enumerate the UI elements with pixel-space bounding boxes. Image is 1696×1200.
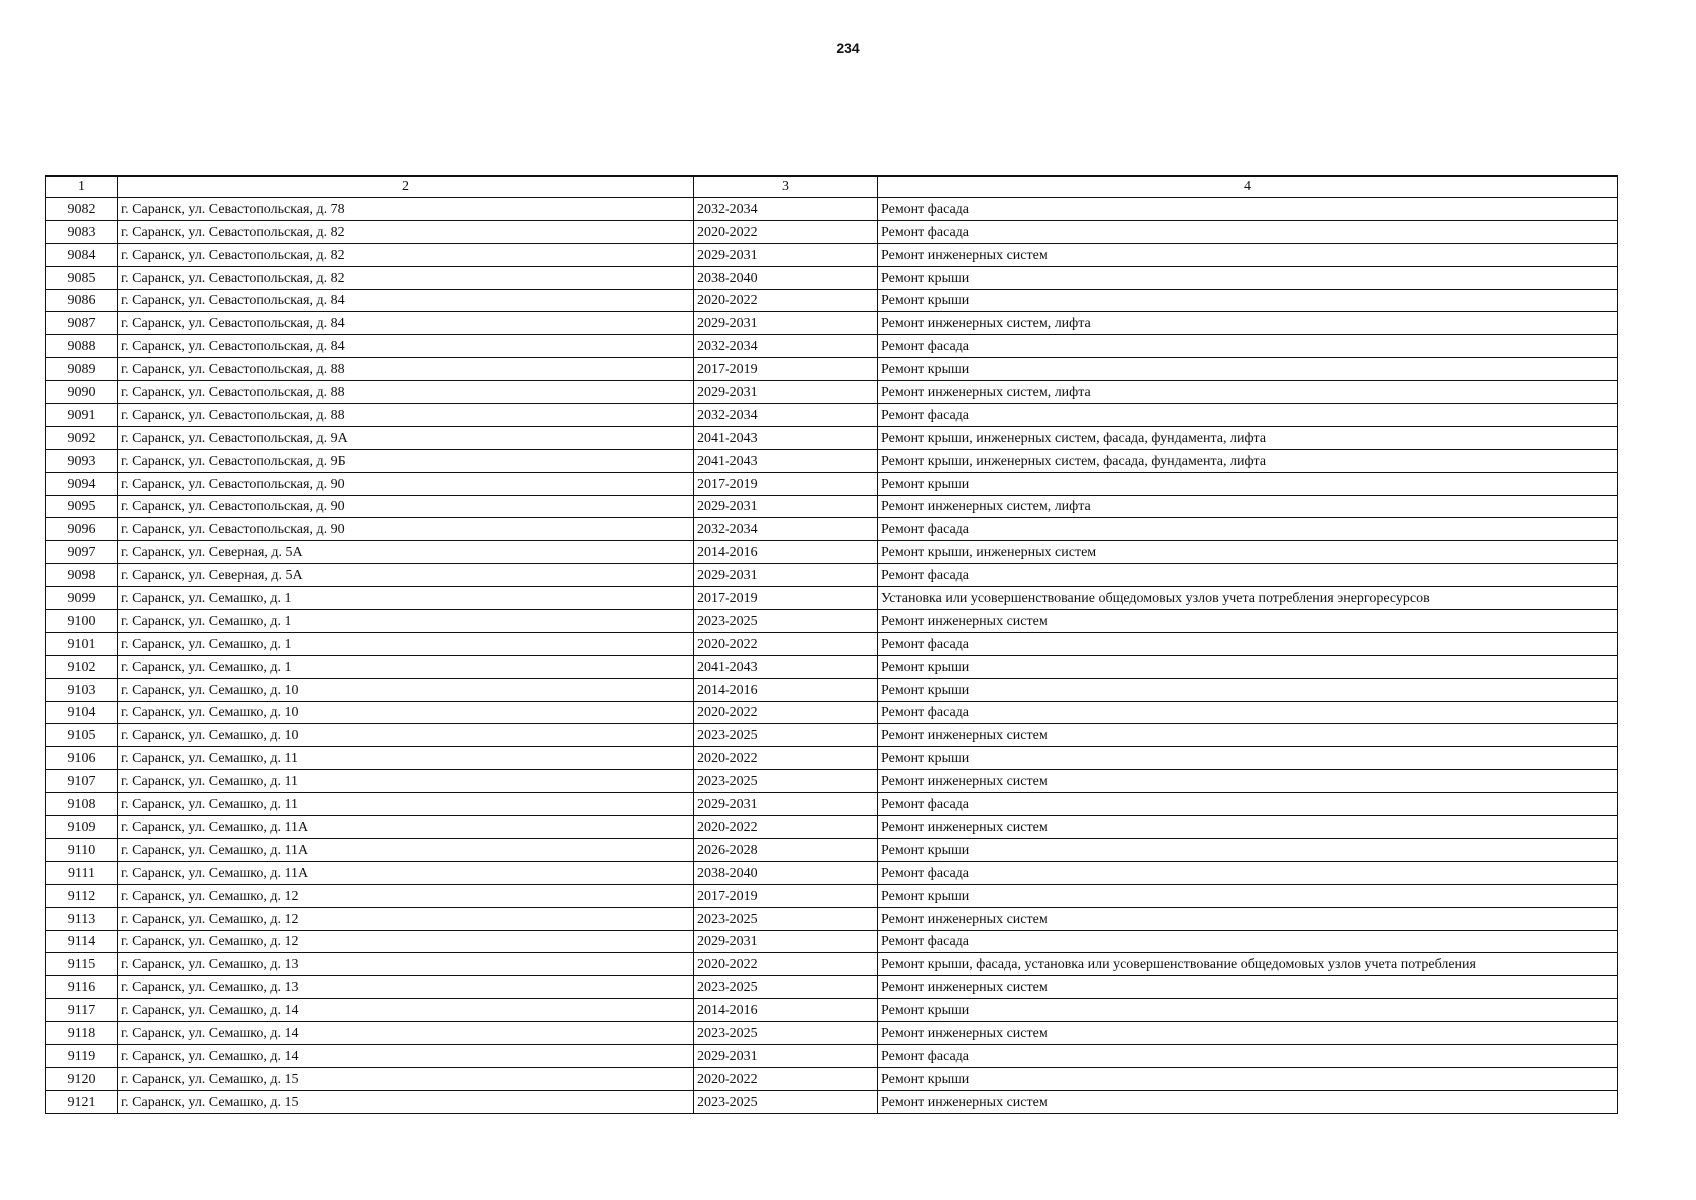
table-row: [46, 220, 1618, 243]
work-type-cell: Установка или усовершенствование общедомовых узлов учета потребления энергоресурсов: [878, 587, 1618, 610]
table-row: [46, 724, 1618, 747]
table-row: [46, 632, 1618, 655]
row-number-cell: 9104: [46, 701, 118, 724]
table-row: [46, 266, 1618, 289]
capital-repair-table: [45, 175, 1618, 1114]
work-type-cell: Ремонт инженерных систем: [878, 907, 1618, 930]
period-cell: 2041-2043: [694, 655, 878, 678]
period-cell: 2029-2031: [694, 243, 878, 266]
period-cell: 2017-2019: [694, 358, 878, 381]
table-row: [46, 381, 1618, 404]
work-type-cell: Ремонт фасада: [878, 632, 1618, 655]
work-type-cell: Ремонт фасада: [878, 861, 1618, 884]
table-row: [46, 793, 1618, 816]
work-type-cell: Ремонт инженерных систем, лифта: [878, 381, 1618, 404]
work-type-cell: Ремонт инженерных систем: [878, 243, 1618, 266]
table-row: [46, 472, 1618, 495]
table-row: [46, 678, 1618, 701]
row-number-cell: 9120: [46, 1067, 118, 1090]
table-row: [46, 930, 1618, 953]
address-cell: г. Саранск, ул. Севастопольская, д. 82: [118, 243, 694, 266]
row-number-cell: 9117: [46, 999, 118, 1022]
row-number-cell: 9083: [46, 220, 118, 243]
address-cell: г. Саранск, ул. Семашко, д. 12: [118, 884, 694, 907]
work-type-cell: Ремонт крыши: [878, 678, 1618, 701]
column-header-1: 1: [46, 176, 118, 198]
address-cell: г. Саранск, ул. Севастопольская, д. 9А: [118, 426, 694, 449]
row-number-cell: 9098: [46, 564, 118, 587]
work-type-cell: Ремонт инженерных систем: [878, 816, 1618, 839]
row-number-cell: 9089: [46, 358, 118, 381]
table-row: [46, 701, 1618, 724]
period-cell: 2023-2025: [694, 1022, 878, 1045]
row-number-cell: 9119: [46, 1044, 118, 1067]
period-cell: 2029-2031: [694, 495, 878, 518]
period-cell: 2029-2031: [694, 1044, 878, 1067]
address-cell: г. Саранск, ул. Семашко, д. 13: [118, 953, 694, 976]
period-cell: 2026-2028: [694, 838, 878, 861]
row-number-cell: 9106: [46, 747, 118, 770]
row-number-cell: 9107: [46, 770, 118, 793]
row-number-cell: 9091: [46, 404, 118, 427]
row-number-cell: 9114: [46, 930, 118, 953]
work-type-cell: Ремонт крыши: [878, 266, 1618, 289]
address-cell: г. Саранск, ул. Севастопольская, д. 78: [118, 198, 694, 221]
table-row: [46, 610, 1618, 633]
period-cell: 2014-2016: [694, 541, 878, 564]
table-row: [46, 907, 1618, 930]
address-cell: г. Саранск, ул. Семашко, д. 10: [118, 724, 694, 747]
table-row: [46, 655, 1618, 678]
address-cell: г. Саранск, ул. Севастопольская, д. 84: [118, 335, 694, 358]
period-cell: 2017-2019: [694, 884, 878, 907]
work-type-cell: Ремонт фасада: [878, 930, 1618, 953]
row-number-cell: 9109: [46, 816, 118, 839]
period-cell: 2038-2040: [694, 861, 878, 884]
work-type-cell: Ремонт инженерных систем: [878, 1022, 1618, 1045]
work-type-cell: Ремонт крыши: [878, 1067, 1618, 1090]
address-cell: г. Саранск, ул. Севастопольская, д. 90: [118, 518, 694, 541]
work-type-cell: Ремонт крыши, инженерных систем: [878, 541, 1618, 564]
table-row: [46, 449, 1618, 472]
table-row: [46, 770, 1618, 793]
period-cell: 2023-2025: [694, 610, 878, 633]
row-number-cell: 9116: [46, 976, 118, 999]
work-type-cell: Ремонт инженерных систем, лифта: [878, 495, 1618, 518]
period-cell: 2014-2016: [694, 999, 878, 1022]
column-header-4: 4: [878, 176, 1618, 198]
row-number-cell: 9113: [46, 907, 118, 930]
period-cell: 2017-2019: [694, 587, 878, 610]
row-number-cell: 9102: [46, 655, 118, 678]
row-number-cell: 9093: [46, 449, 118, 472]
period-cell: 2020-2022: [694, 816, 878, 839]
work-type-cell: Ремонт фасада: [878, 1044, 1618, 1067]
work-type-cell: Ремонт крыши: [878, 472, 1618, 495]
row-number-cell: 9100: [46, 610, 118, 633]
row-number-cell: 9082: [46, 198, 118, 221]
table-row: [46, 358, 1618, 381]
work-type-cell: Ремонт крыши: [878, 884, 1618, 907]
period-cell: 2032-2034: [694, 335, 878, 358]
row-number-cell: 9085: [46, 266, 118, 289]
table-row: [46, 1090, 1618, 1113]
work-type-cell: Ремонт фасада: [878, 220, 1618, 243]
address-cell: г. Саранск, ул. Семашко, д. 13: [118, 976, 694, 999]
period-cell: 2023-2025: [694, 976, 878, 999]
period-cell: 2029-2031: [694, 564, 878, 587]
row-number-cell: 9118: [46, 1022, 118, 1045]
row-number-cell: 9088: [46, 335, 118, 358]
work-type-cell: Ремонт фасада: [878, 198, 1618, 221]
address-cell: г. Саранск, ул. Северная, д. 5А: [118, 541, 694, 564]
row-number-cell: 9095: [46, 495, 118, 518]
address-cell: г. Саранск, ул. Северная, д. 5А: [118, 564, 694, 587]
period-cell: 2014-2016: [694, 678, 878, 701]
table-row: [46, 289, 1618, 312]
table-row: [46, 1022, 1618, 1045]
table-row: [46, 976, 1618, 999]
row-number-cell: 9097: [46, 541, 118, 564]
address-cell: г. Саранск, ул. Севастопольская, д. 84: [118, 289, 694, 312]
table-row: [46, 335, 1618, 358]
table-row: [46, 747, 1618, 770]
address-cell: г. Саранск, ул. Семашко, д. 11: [118, 770, 694, 793]
address-cell: г. Саранск, ул. Севастопольская, д. 88: [118, 358, 694, 381]
row-number-cell: 9110: [46, 838, 118, 861]
work-type-cell: Ремонт крыши: [878, 655, 1618, 678]
table-row: [46, 816, 1618, 839]
period-cell: 2041-2043: [694, 449, 878, 472]
address-cell: г. Саранск, ул. Севастопольская, д. 84: [118, 312, 694, 335]
table-header-row: [46, 176, 1618, 198]
row-number-cell: 9086: [46, 289, 118, 312]
work-type-cell: Ремонт фасада: [878, 335, 1618, 358]
period-cell: 2029-2031: [694, 312, 878, 335]
table-row: [46, 564, 1618, 587]
address-cell: г. Саранск, ул. Семашко, д. 11: [118, 747, 694, 770]
address-cell: г. Саранск, ул. Семашко, д. 10: [118, 701, 694, 724]
row-number-cell: 9096: [46, 518, 118, 541]
address-cell: г. Саранск, ул. Севастопольская, д. 90: [118, 472, 694, 495]
address-cell: г. Саранск, ул. Севастопольская, д. 82: [118, 220, 694, 243]
address-cell: г. Саранск, ул. Севастопольская, д. 90: [118, 495, 694, 518]
address-cell: г. Саранск, ул. Семашко, д. 1: [118, 610, 694, 633]
address-cell: г. Саранск, ул. Севастопольская, д. 9Б: [118, 449, 694, 472]
address-cell: г. Саранск, ул. Семашко, д. 11А: [118, 861, 694, 884]
period-cell: 2041-2043: [694, 426, 878, 449]
address-cell: г. Саранск, ул. Семашко, д. 11А: [118, 838, 694, 861]
row-number-cell: 9099: [46, 587, 118, 610]
address-cell: г. Саранск, ул. Семашко, д. 14: [118, 1022, 694, 1045]
table-row: [46, 838, 1618, 861]
work-type-cell: Ремонт крыши: [878, 747, 1618, 770]
table-row: [46, 1067, 1618, 1090]
period-cell: 2020-2022: [694, 1067, 878, 1090]
table-row: [46, 312, 1618, 335]
period-cell: 2029-2031: [694, 381, 878, 404]
period-cell: 2032-2034: [694, 198, 878, 221]
address-cell: г. Саранск, ул. Семашко, д. 1: [118, 632, 694, 655]
row-number-cell: 9103: [46, 678, 118, 701]
period-cell: 2020-2022: [694, 220, 878, 243]
address-cell: г. Саранск, ул. Семашко, д. 14: [118, 1044, 694, 1067]
work-type-cell: Ремонт крыши, инженерных систем, фасада, фундамента, лифта: [878, 449, 1618, 472]
column-header-2: 2: [118, 176, 694, 198]
address-cell: г. Саранск, ул. Семашко, д. 14: [118, 999, 694, 1022]
address-cell: г. Саранск, ул. Семашко, д. 11: [118, 793, 694, 816]
period-cell: 2023-2025: [694, 1090, 878, 1113]
work-type-cell: Ремонт фасада: [878, 404, 1618, 427]
period-cell: 2029-2031: [694, 930, 878, 953]
row-number-cell: 9105: [46, 724, 118, 747]
address-cell: г. Саранск, ул. Семашко, д. 10: [118, 678, 694, 701]
row-number-cell: 9108: [46, 793, 118, 816]
period-cell: 2029-2031: [694, 793, 878, 816]
address-cell: г. Саранск, ул. Семашко, д. 12: [118, 930, 694, 953]
address-cell: г. Саранск, ул. Семашко, д. 15: [118, 1067, 694, 1090]
work-type-cell: Ремонт инженерных систем: [878, 770, 1618, 793]
period-cell: 2020-2022: [694, 289, 878, 312]
work-type-cell: Ремонт фасада: [878, 701, 1618, 724]
period-cell: 2020-2022: [694, 701, 878, 724]
table-body: [46, 198, 1618, 1114]
row-number-cell: 9111: [46, 861, 118, 884]
work-type-cell: Ремонт крыши: [878, 358, 1618, 381]
table-row: [46, 495, 1618, 518]
period-cell: 2020-2022: [694, 632, 878, 655]
table-row: [46, 404, 1618, 427]
work-type-cell: Ремонт фасада: [878, 518, 1618, 541]
row-number-cell: 9087: [46, 312, 118, 335]
table-row: [46, 1044, 1618, 1067]
period-cell: 2032-2034: [694, 404, 878, 427]
table-row: [46, 999, 1618, 1022]
row-number-cell: 9101: [46, 632, 118, 655]
row-number-cell: 9112: [46, 884, 118, 907]
table-row: [46, 884, 1618, 907]
address-cell: г. Саранск, ул. Севастопольская, д. 88: [118, 381, 694, 404]
table-row: [46, 587, 1618, 610]
table-row: [46, 541, 1618, 564]
row-number-cell: 9090: [46, 381, 118, 404]
table-row: [46, 243, 1618, 266]
row-number-cell: 9084: [46, 243, 118, 266]
address-cell: г. Саранск, ул. Севастопольская, д. 88: [118, 404, 694, 427]
period-cell: 2020-2022: [694, 747, 878, 770]
table-row: [46, 518, 1618, 541]
work-type-cell: Ремонт фасада: [878, 793, 1618, 816]
period-cell: 2023-2025: [694, 770, 878, 793]
work-type-cell: Ремонт фасада: [878, 564, 1618, 587]
work-type-cell: Ремонт крыши: [878, 999, 1618, 1022]
work-type-cell: Ремонт крыши: [878, 838, 1618, 861]
address-cell: г. Саранск, ул. Семашко, д. 1: [118, 587, 694, 610]
row-number-cell: 9092: [46, 426, 118, 449]
period-cell: 2020-2022: [694, 953, 878, 976]
row-number-cell: 9121: [46, 1090, 118, 1113]
period-cell: 2038-2040: [694, 266, 878, 289]
table-row: [46, 953, 1618, 976]
address-cell: г. Саранск, ул. Семашко, д. 11А: [118, 816, 694, 839]
period-cell: 2023-2025: [694, 907, 878, 930]
column-header-3: 3: [694, 176, 878, 198]
address-cell: г. Саранск, ул. Семашко, д. 12: [118, 907, 694, 930]
period-cell: 2017-2019: [694, 472, 878, 495]
work-type-cell: Ремонт крыши, инженерных систем, фасада, фундамента, лифта: [878, 426, 1618, 449]
period-cell: 2032-2034: [694, 518, 878, 541]
page-number: 234: [836, 40, 860, 56]
table-row: [46, 198, 1618, 221]
work-type-cell: Ремонт инженерных систем: [878, 976, 1618, 999]
work-type-cell: Ремонт крыши, фасада, установка или усовершенствование общедомовых узлов учета потребления: [878, 953, 1618, 976]
row-number-cell: 9094: [46, 472, 118, 495]
period-cell: 2023-2025: [694, 724, 878, 747]
table-row: [46, 426, 1618, 449]
row-number-cell: 9115: [46, 953, 118, 976]
work-type-cell: Ремонт крыши: [878, 289, 1618, 312]
address-cell: г. Саранск, ул. Севастопольская, д. 82: [118, 266, 694, 289]
work-type-cell: Ремонт инженерных систем: [878, 610, 1618, 633]
work-type-cell: Ремонт инженерных систем: [878, 724, 1618, 747]
work-type-cell: Ремонт инженерных систем: [878, 1090, 1618, 1113]
address-cell: г. Саранск, ул. Семашко, д. 15: [118, 1090, 694, 1113]
table-row: [46, 861, 1618, 884]
address-cell: г. Саранск, ул. Семашко, д. 1: [118, 655, 694, 678]
work-type-cell: Ремонт инженерных систем, лифта: [878, 312, 1618, 335]
